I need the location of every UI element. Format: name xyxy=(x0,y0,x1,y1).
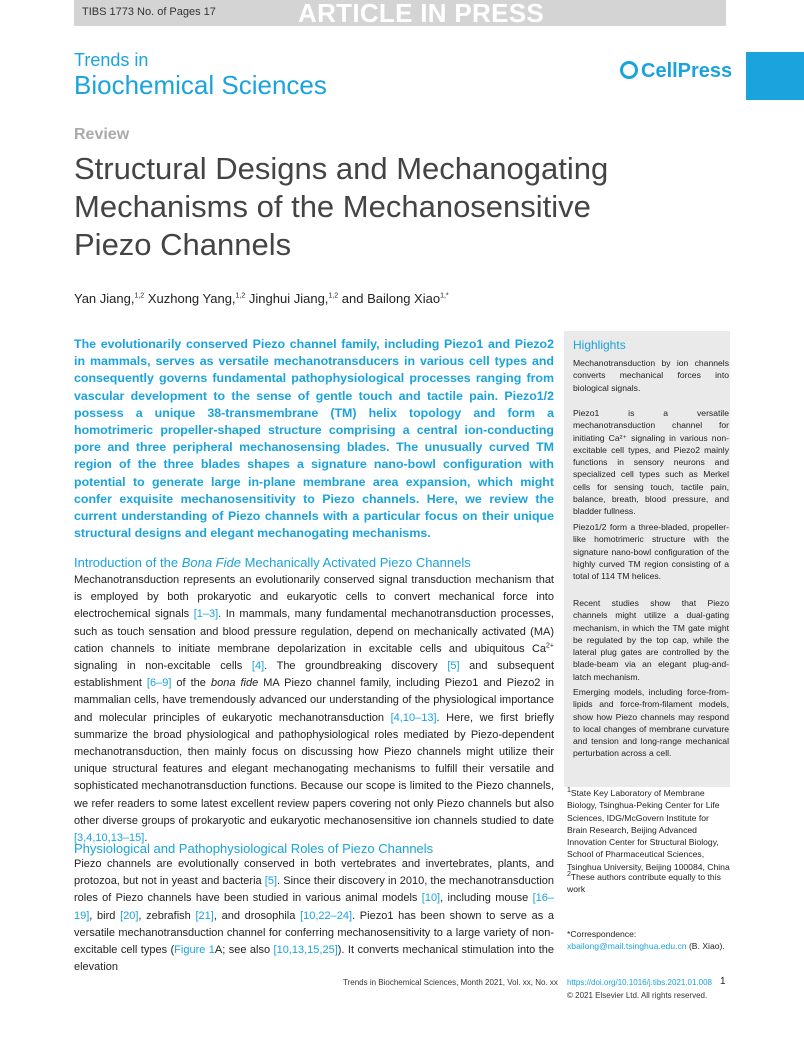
author-name: Xuzhong Yang, xyxy=(147,291,236,306)
body-text: . Here, we first briefly summarize the broad physiological and pathophysiological roles mediated by Piezo-dependent mechanotransduction, then mainly focus on discussing how Piezo channels might utilize their unique structural features and elegant mechanogating mechanisms to fulfill their versatile and sophisticated mechanotransduction functions. Because our scope is limited to the Piezo channels, we refer readers to some latest excellent review papers covering not only Piezo channels but also other diverse groups of prokaryotic and eukaryotic mechanosensitive ion channels studied to date xyxy=(74,711,554,827)
highlight-item: Mechanotransduction by ion channels converts mechanical forces into biological signals. xyxy=(573,358,729,393)
corner-accent-block xyxy=(746,52,804,100)
body-text: of the xyxy=(171,677,211,690)
article-in-press-banner: ARTICLE IN PRESS xyxy=(298,0,545,28)
body-text: Mechanotransduction represents an evolutionarily conserved signal transduction mechanism that is employed by both prokaryotic and eukaryotic cells to convert mechanical force into electrochemical signals xyxy=(74,574,554,621)
citation-link[interactable]: [6–9] xyxy=(146,677,172,690)
author-affiliation-mark: 1,2 xyxy=(134,292,145,300)
citation-link[interactable]: [3,4,10,13–15] xyxy=(74,832,145,845)
physiology-paragraph xyxy=(74,856,554,976)
citation-link[interactable]: [5] xyxy=(264,875,278,888)
affiliation-2 xyxy=(567,871,731,896)
superscript: 2+ xyxy=(546,642,554,650)
abstract: The evolutionarily conserved Piezo channel family, including Piezo1 and Piezo2 in mammals, serves as versatile mechanotransducers in various cell types and consequently governs fundamental pathophysiological processes ranging from vascular development to the sense of gentle touch and tactile pain. Piezo1/2 possess a unique 38-transmembrane (TM) helix topology and form a homotrimeric propeller-shaped structure comprising a central ion-conducting pore and three peripheral mechanosensing blades. The unusually curved TM region of the three blades shapes a signature nano-bowl configuration with potential to generate large in-plane membrane area expansion, which might confer exquisite mechanosensitivity to Piezo channels. Here, we review the current understanding of Piezo channels with a particular focus on their unique structural designs and elegant mechanogating mechanisms. xyxy=(74,337,554,541)
heading-text: Mechanically Activated Piezo Channels xyxy=(240,555,471,570)
highlight-item: Recent studies show that Piezo channels might utilize a dual-gating mechanism, in which the TM gate might be regulated by the top cap, while the lateral plug gates are controlled by the blade-beam via an elegant plug-and-latch mechanism. xyxy=(573,598,729,682)
body-italic-text: bona fide xyxy=(210,677,259,690)
affiliation-1 xyxy=(567,787,731,873)
affiliation-text: State Key Laboratory of Membrane Biology, Tsinghua-Peking Center for Life Sciences, IDG/McGovern Institute for Brain Research, Beijing Advanced Innovation Center for Structural Biology, School of Pharmaceutical Sciences, Tsinghua University, Beijing 100084, China xyxy=(567,788,730,872)
section-heading-introduction xyxy=(74,555,471,570)
cellpress-logo[interactable] xyxy=(620,60,732,83)
section-heading-physiology: Physiological and Pathophysiological Roles of Piezo Channels xyxy=(74,841,434,856)
introduction-paragraph xyxy=(74,572,554,847)
body-text: Piezo channels are evolutionally conserved in both vertebrates and invertebrates, plants, and protozoa, but not in yeast and bacteria xyxy=(74,858,554,888)
citation-link[interactable]: [4] xyxy=(251,660,265,673)
citation-link[interactable]: [21] xyxy=(195,909,214,922)
highlight-item: Piezo1/2 form a three-bladed, propeller-like homotrimeric structure with the signature nano-bowl configuration of the highly curved TM region consisting of a total of 114 TM helices. xyxy=(573,522,729,582)
citation-link[interactable]: [4,10–13] xyxy=(390,711,437,724)
body-text: A; see also xyxy=(214,944,271,957)
page-number: 1 xyxy=(720,976,726,987)
journal-name-line1: Trends in xyxy=(74,50,149,70)
copyright-notice: © 2021 Elsevier Ltd. All rights reserved. xyxy=(567,991,708,1000)
body-text: . Since their discovery in 2010, the mechanotransduction roles of Piezo channels have been studied in various animal models xyxy=(74,875,555,905)
citation-link[interactable]: [10,13,15,25] xyxy=(273,944,338,957)
heading-italic-text: Bona Fide xyxy=(181,555,241,570)
figure-link[interactable]: Figure 1 xyxy=(174,944,215,957)
citation-link[interactable]: [10] xyxy=(421,892,441,905)
citation-link[interactable]: [20] xyxy=(120,909,139,922)
journal-name-line2: Biochemical Sciences xyxy=(74,70,327,100)
heading-text: Introduction of the xyxy=(74,555,182,570)
publisher-name: CellPress xyxy=(641,60,733,82)
author-name: Jinghui Jiang, xyxy=(248,291,329,306)
author-name: Yan Jiang, xyxy=(74,291,135,306)
author-affiliation-mark: 1,2 xyxy=(328,292,339,300)
body-text: , and drosophila xyxy=(213,909,296,922)
doi-link[interactable]: https://doi.org/10.1016/j.tibs.2021.01.008 xyxy=(567,978,712,987)
footer-citation: Trends in Biochemical Sciences, Month 2021, Vol. xx, No. xx xyxy=(343,978,558,987)
highlights-title: Highlights xyxy=(573,338,626,352)
body-text: . Piezo1 has been shown to serve as a versatile mechanotransduction channel for conferring mechanosensitivity to a large variety of non-excitable cell types ( xyxy=(74,909,554,957)
correspondence-name: (B. Xiao). xyxy=(686,941,725,951)
body-text: , including mouse xyxy=(440,892,529,905)
cellpress-icon xyxy=(620,61,638,79)
affiliation-mark: 1 xyxy=(567,787,571,795)
body-text: ). It converts mechanical stimulation into the elevation xyxy=(74,944,555,974)
correspondence-label: *Correspondence: xyxy=(567,929,637,939)
affiliation-mark: 2 xyxy=(567,871,571,879)
highlight-item: Emerging models, including force-from-lipids and force-from-filament models, show how Piezo channels may respond to local changes of membrane curvature and tension and long-range mechanical perturbation across a cell. xyxy=(573,687,729,759)
author-name: and Bailong Xiao xyxy=(341,291,441,306)
body-text: . xyxy=(144,832,148,845)
body-text: , bird xyxy=(89,909,116,922)
article-type: Review xyxy=(74,126,130,143)
body-text: and subsequent establishment xyxy=(74,660,555,690)
body-text: MA Piezo channel family, including Piezo1 and Piezo2 in mammalian cells, have tremendously advanced our understanding of the physiological importance and molecular principles of eukaryotic mechanotransduction xyxy=(74,677,555,724)
author-affiliation-mark: 1,2 xyxy=(235,292,246,300)
citation-link[interactable]: [1–3] xyxy=(193,608,219,621)
body-text: . In mammals, many fundamental mechanotransduction processes, such as touch sensation and blood pressure regulation, depend on mechanically activated (MA) cation channels to initiate membrane depolarization in excitable cells and ubiquitous Ca xyxy=(74,608,554,655)
citation-link[interactable]: [16–19] xyxy=(74,892,555,922)
affiliation-text: These authors contribute equally to this work xyxy=(567,872,721,895)
manuscript-id: TIBS 1773 No. of Pages 17 xyxy=(82,6,216,18)
body-text: signaling in non-excitable cells xyxy=(74,660,243,673)
citation-link[interactable]: [10,22–24] xyxy=(300,909,353,922)
article-title: Structural Designs and Mechanogating Mechanisms of the Mechanosensitive Piezo Channels xyxy=(74,151,609,262)
body-text: . The groundbreaking discovery xyxy=(264,660,438,673)
correspondence xyxy=(567,940,742,952)
highlight-item: Piezo1 is a versatile mechanotransduction channel for initiating Ca²⁺ signaling in various non-excitable cell types, and Piezo2 mainly functions in sensory neurons and specialized cell types such as Merkel cells for sensing touch, tactile pain, balance, breath, blood pressure, and bladder fullness. xyxy=(573,408,729,517)
author-list xyxy=(74,291,449,306)
citation-link[interactable]: [5] xyxy=(447,660,460,673)
author-affiliation-mark: 1,* xyxy=(440,292,449,300)
body-text: , zebrafish xyxy=(138,909,191,922)
correspondence-email-link[interactable]: xbailong@mail.tsinghua.edu.cn xyxy=(567,941,687,951)
